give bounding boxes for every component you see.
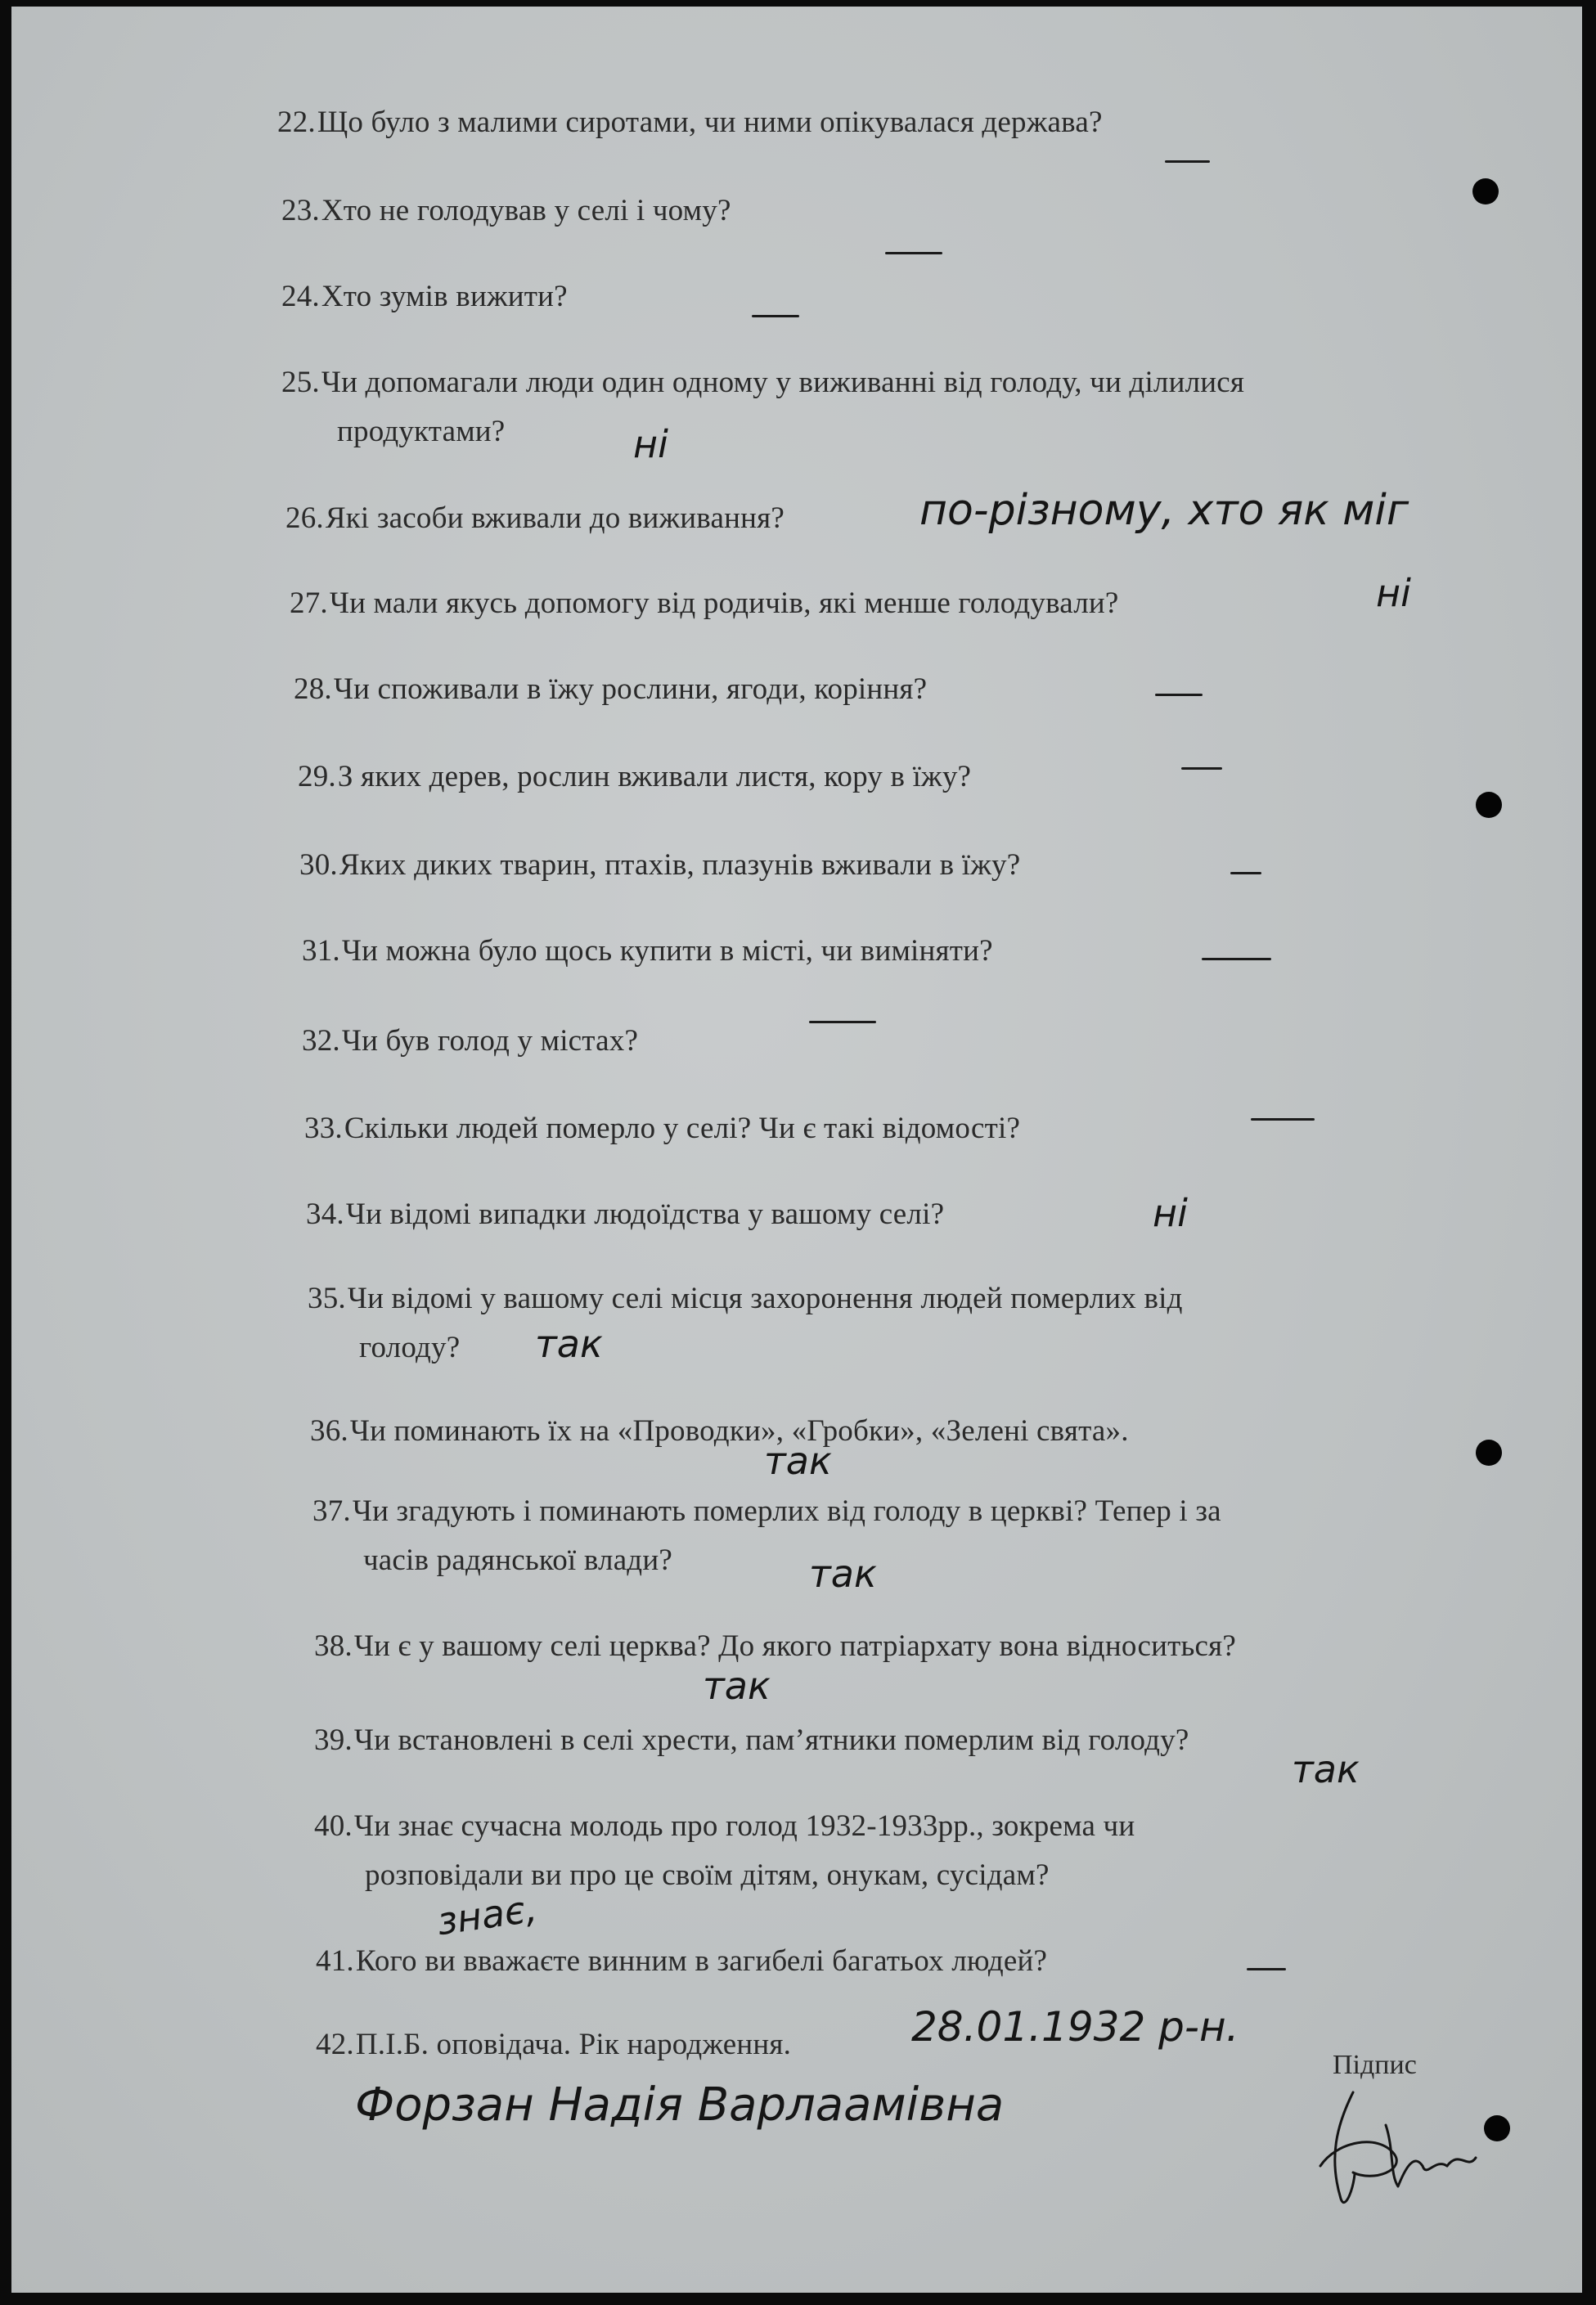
answer-36: так [764, 1439, 832, 1483]
question-34 [306, 1190, 944, 1239]
question-text: Чи споживали в їжу рослини, ягоди, коріння? [333, 672, 928, 706]
question-number: 29. [298, 760, 336, 793]
question-23 [281, 186, 731, 236]
question-33 [304, 1104, 1020, 1153]
question-text: Чи відомі у вашому селі місця захоронення людей померлих від [347, 1282, 1183, 1315]
question-25-line2: продуктами? [337, 415, 506, 448]
question-number: 22. [277, 106, 316, 139]
question-text: Чи встановлені в селі хрести, пам’ятники померлим від голоду? [353, 1723, 1189, 1757]
question-text: З яких дерев, рослин вживали листя, кору в їжу? [337, 760, 972, 793]
question-number: 34. [306, 1197, 344, 1231]
question-text: Чи знає сучасна молодь про голод 1932-1933рр., зокрема чи [353, 1809, 1135, 1843]
question-text: Чи є у вашому селі церква? До якого патріархату вона відноситься? [353, 1629, 1236, 1663]
punch-hole [1476, 1440, 1502, 1466]
answer-dash [1181, 767, 1222, 770]
answer-dash [885, 252, 942, 254]
question-number: 30. [299, 848, 338, 882]
question-number: 31. [302, 934, 340, 968]
question-text: Чи згадують і поминають померлих від голоду в церкві? Тепер і за [352, 1494, 1221, 1528]
answer-40: знає, [434, 1885, 540, 1944]
answer-dash [1251, 1118, 1315, 1121]
narrator-name: Форзан Надія Варлаамівна [355, 2078, 1005, 2132]
questionnaire-page [11, 7, 1582, 2293]
answer-39: так [1292, 1747, 1360, 1791]
question-number: 42. [316, 2028, 354, 2061]
question-text: Чи поминають їх на «Проводки», «Гробки», «Зелені свята». [349, 1414, 1129, 1448]
question-text: Які засоби вживали до виживання? [325, 501, 785, 535]
answer-birth-date: 28.01.1932 р-н. [911, 2003, 1239, 2051]
answer-dash [1165, 160, 1210, 163]
question-number: 36. [310, 1414, 348, 1448]
question-number: 38. [314, 1629, 353, 1663]
question-38 [314, 1622, 1236, 1671]
question-number: 24. [281, 280, 320, 313]
question-text: Хто зумів вижити? [321, 280, 568, 313]
question-number: 27. [290, 586, 328, 620]
question-28 [294, 665, 927, 714]
punch-hole [1484, 2115, 1510, 2141]
answer-38: так [703, 1664, 771, 1708]
question-29 [298, 753, 971, 802]
question-22 [277, 98, 1103, 147]
question-text: Скільки людей померло у селі? Чи є такі відомості? [344, 1112, 1021, 1145]
punch-hole [1472, 178, 1499, 204]
answer-34: ні [1153, 1191, 1188, 1235]
question-text: Чи можна було щось купити в місті, чи виміняти? [341, 934, 993, 968]
question-37-line2: часів радянської влади? [363, 1543, 672, 1577]
answer-dash [809, 1021, 876, 1023]
question-30 [299, 841, 1020, 890]
question-40-line2: розповідали ви про це своїм дітям, онукам, сусідам? [365, 1858, 1050, 1892]
question-number: 37. [312, 1494, 351, 1528]
question-31 [302, 927, 993, 976]
punch-hole [1476, 792, 1502, 818]
question-39 [314, 1716, 1189, 1765]
signature-label: Підпис [1333, 2050, 1417, 2080]
question-27 [290, 579, 1119, 628]
question-text: П.І.Б. оповідача. Рік народження. [355, 2028, 792, 2061]
answer-27: ні [1376, 571, 1411, 615]
question-text: Що було з малими сиротами, чи ними опікувалася держава? [317, 106, 1103, 139]
answer-37: так [809, 1552, 877, 1596]
answer-dash [1202, 958, 1271, 960]
question-number: 35. [308, 1282, 346, 1315]
question-25 [281, 358, 1244, 407]
question-text: Чи був голод у містах? [341, 1024, 639, 1058]
question-number: 40. [314, 1809, 353, 1843]
question-number: 39. [314, 1723, 353, 1757]
answer-dash [1247, 1968, 1286, 1970]
question-number: 25. [281, 366, 320, 399]
question-42 [316, 2020, 791, 2069]
answer-dash [1155, 694, 1203, 696]
question-number: 28. [294, 672, 332, 706]
answer-dash [1230, 872, 1261, 874]
question-number: 23. [281, 194, 320, 227]
question-32 [302, 1017, 638, 1066]
question-text: Чи відомі випадки людоїдства у вашому селі? [345, 1197, 945, 1231]
question-number: 41. [316, 1944, 354, 1978]
question-26 [285, 494, 785, 543]
answer-25: ні [633, 422, 668, 466]
signature-mark [1304, 2076, 1500, 2223]
question-40 [314, 1802, 1135, 1851]
question-41 [316, 1937, 1047, 1986]
question-number: 26. [285, 501, 324, 535]
question-35 [308, 1274, 1183, 1323]
question-24 [281, 272, 568, 321]
question-text: Кого ви вважаєте винним в загибелі багатьох людей? [355, 1944, 1048, 1978]
question-text: Чи допомагали люди один одному у виживанні від голоду, чи ділилися [321, 366, 1245, 399]
question-37 [312, 1487, 1221, 1536]
answer-26: по-різному, хто як міг [919, 486, 1409, 535]
question-number: 32. [302, 1024, 340, 1058]
question-35-line2: голоду? [359, 1331, 461, 1364]
answer-35: так [535, 1322, 603, 1366]
question-number: 33. [304, 1112, 343, 1145]
question-text: Яких диких тварин, птахів, плазунів вживали в їжу? [339, 848, 1021, 882]
question-text: Хто не голодував у селі і чому? [321, 194, 731, 227]
question-text: Чи мали якусь допомогу від родичів, які менше голодували? [329, 586, 1119, 620]
question-36 [310, 1407, 1129, 1456]
answer-dash [752, 315, 799, 317]
